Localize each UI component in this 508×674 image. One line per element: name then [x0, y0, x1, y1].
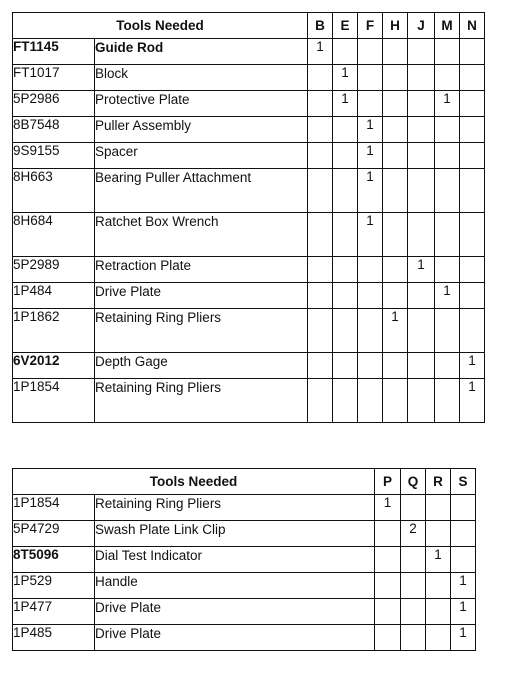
table-row [13, 169, 485, 213]
quantity-cell: 1 [460, 353, 485, 379]
quantity-cell: 1 [435, 91, 460, 117]
table-title: Tools Needed [13, 469, 375, 495]
quantity-cell [451, 521, 476, 547]
quantity-cell [358, 91, 383, 117]
table-row [13, 309, 485, 353]
tool-description: Ratchet Box Wrench [95, 213, 308, 257]
tool-description: Guide Rod [95, 39, 308, 65]
quantity-cell [460, 65, 485, 91]
tool-description: Retaining Ring Pliers [95, 379, 308, 423]
quantity-cell [308, 309, 333, 353]
quantity-cell [401, 573, 426, 599]
quantity-cell: 1 [451, 599, 476, 625]
part-number: 6V2012 [13, 353, 95, 379]
quantity-cell: 1 [426, 547, 451, 573]
quantity-cell [426, 495, 451, 521]
table-row [13, 213, 485, 257]
table-row [13, 257, 485, 283]
quantity-cell [383, 353, 408, 379]
quantity-cell [358, 257, 383, 283]
quantity-cell [401, 547, 426, 573]
part-number: 8H684 [13, 213, 95, 257]
quantity-cell [383, 91, 408, 117]
quantity-cell [308, 257, 333, 283]
quantity-cell [435, 257, 460, 283]
part-number: 1P484 [13, 283, 95, 309]
quantity-cell: 1 [333, 65, 358, 91]
quantity-cell [426, 573, 451, 599]
quantity-cell [383, 65, 408, 91]
quantity-cell [383, 169, 408, 213]
quantity-cell [451, 547, 476, 573]
quantity-cell [435, 353, 460, 379]
quantity-cell: 1 [460, 379, 485, 423]
quantity-cell [451, 495, 476, 521]
quantity-cell: 1 [358, 213, 383, 257]
quantity-cell [358, 65, 383, 91]
quantity-cell [435, 117, 460, 143]
quantity-cell [408, 39, 435, 65]
table-row [13, 353, 485, 379]
tool-description: Spacer [95, 143, 308, 169]
quantity-cell [435, 213, 460, 257]
quantity-cell [435, 143, 460, 169]
part-number: 8H663 [13, 169, 95, 213]
quantity-cell: 1 [435, 283, 460, 309]
quantity-cell [375, 521, 401, 547]
quantity-cell [460, 309, 485, 353]
tools-table-2 [12, 468, 476, 651]
quantity-cell [435, 39, 460, 65]
quantity-cell [460, 39, 485, 65]
part-number: 5P2986 [13, 91, 95, 117]
quantity-cell [308, 91, 333, 117]
table-row [13, 65, 485, 91]
quantity-cell [308, 143, 333, 169]
quantity-cell [308, 379, 333, 423]
table-row [13, 599, 476, 625]
quantity-cell [401, 599, 426, 625]
tool-description: Depth Gage [95, 353, 308, 379]
quantity-cell [333, 309, 358, 353]
table-row [13, 39, 485, 65]
tool-description: Drive Plate [95, 625, 375, 651]
quantity-cell [358, 353, 383, 379]
quantity-cell [408, 309, 435, 353]
tool-description: Protective Plate [95, 91, 308, 117]
quantity-cell [308, 117, 333, 143]
column-header: F [358, 13, 383, 39]
part-number: 1P529 [13, 573, 95, 599]
quantity-cell [375, 625, 401, 651]
quantity-cell [435, 379, 460, 423]
quantity-cell [460, 169, 485, 213]
quantity-cell [308, 169, 333, 213]
quantity-cell [408, 213, 435, 257]
table-title: Tools Needed [13, 13, 308, 39]
quantity-cell [375, 547, 401, 573]
quantity-cell [435, 169, 460, 213]
column-header: B [308, 13, 333, 39]
part-number: FT1145 [13, 39, 95, 65]
column-header: S [451, 469, 476, 495]
quantity-cell [333, 143, 358, 169]
quantity-cell [383, 379, 408, 423]
quantity-cell: 1 [375, 495, 401, 521]
quantity-cell [383, 143, 408, 169]
quantity-cell [383, 39, 408, 65]
quantity-cell [333, 379, 358, 423]
quantity-cell: 1 [308, 39, 333, 65]
column-header: Q [401, 469, 426, 495]
tool-description: Block [95, 65, 308, 91]
table-header-row [13, 469, 476, 495]
column-header: N [460, 13, 485, 39]
quantity-cell [333, 117, 358, 143]
column-header: P [375, 469, 401, 495]
quantity-cell [333, 213, 358, 257]
quantity-cell [435, 65, 460, 91]
tool-description: Bearing Puller Attachment [95, 169, 308, 213]
tool-description: Swash Plate Link Clip [95, 521, 375, 547]
column-header: J [408, 13, 435, 39]
quantity-cell [375, 599, 401, 625]
column-header: H [383, 13, 408, 39]
quantity-cell [383, 213, 408, 257]
quantity-cell: 1 [408, 257, 435, 283]
quantity-cell [308, 213, 333, 257]
column-header: R [426, 469, 451, 495]
part-number: 1P477 [13, 599, 95, 625]
quantity-cell [333, 283, 358, 309]
tools-table-1 [12, 12, 485, 423]
column-header: E [333, 13, 358, 39]
table-row [13, 625, 476, 651]
part-number: 1P1854 [13, 495, 95, 521]
quantity-cell [426, 625, 451, 651]
quantity-cell: 1 [333, 91, 358, 117]
quantity-cell [401, 495, 426, 521]
table-row [13, 573, 476, 599]
quantity-cell [460, 91, 485, 117]
quantity-cell [460, 143, 485, 169]
quantity-cell [383, 117, 408, 143]
quantity-cell [408, 283, 435, 309]
table-row [13, 91, 485, 117]
quantity-cell: 1 [383, 309, 408, 353]
quantity-cell [426, 599, 451, 625]
table-row [13, 117, 485, 143]
table-row [13, 547, 476, 573]
quantity-cell: 1 [358, 143, 383, 169]
table-row [13, 495, 476, 521]
quantity-cell [460, 283, 485, 309]
quantity-cell [426, 521, 451, 547]
quantity-cell [435, 309, 460, 353]
part-number: 5P4729 [13, 521, 95, 547]
part-number: 8T5096 [13, 547, 95, 573]
quantity-cell [408, 379, 435, 423]
quantity-cell: 2 [401, 521, 426, 547]
quantity-cell [375, 573, 401, 599]
table-row [13, 283, 485, 309]
part-number: FT1017 [13, 65, 95, 91]
quantity-cell [358, 379, 383, 423]
quantity-cell: 1 [358, 117, 383, 143]
part-number: 8B7548 [13, 117, 95, 143]
part-number: 1P1862 [13, 309, 95, 353]
quantity-cell [408, 353, 435, 379]
quantity-cell [401, 625, 426, 651]
tool-description: Retaining Ring Pliers [95, 309, 308, 353]
quantity-cell [308, 283, 333, 309]
quantity-cell [358, 39, 383, 65]
quantity-cell [333, 353, 358, 379]
quantity-cell [383, 283, 408, 309]
table-header-row [13, 13, 485, 39]
quantity-cell [408, 65, 435, 91]
quantity-cell [408, 91, 435, 117]
quantity-cell: 1 [358, 169, 383, 213]
part-number: 1P1854 [13, 379, 95, 423]
quantity-cell: 1 [451, 625, 476, 651]
tool-description: Puller Assembly [95, 117, 308, 143]
quantity-cell [460, 117, 485, 143]
quantity-cell [408, 143, 435, 169]
quantity-cell [333, 257, 358, 283]
quantity-cell [333, 39, 358, 65]
quantity-cell [308, 353, 333, 379]
table-row [13, 143, 485, 169]
table-row [13, 379, 485, 423]
tool-description: Retaining Ring Pliers [95, 495, 375, 521]
table-row [13, 521, 476, 547]
quantity-cell [408, 169, 435, 213]
quantity-cell [460, 213, 485, 257]
quantity-cell [308, 65, 333, 91]
quantity-cell: 1 [451, 573, 476, 599]
part-number: 9S9155 [13, 143, 95, 169]
tool-description: Retraction Plate [95, 257, 308, 283]
part-number: 1P485 [13, 625, 95, 651]
quantity-cell [460, 257, 485, 283]
tool-description: Dial Test Indicator [95, 547, 375, 573]
part-number: 5P2989 [13, 257, 95, 283]
column-header: M [435, 13, 460, 39]
tool-description: Drive Plate [95, 283, 308, 309]
quantity-cell [358, 309, 383, 353]
tool-description: Drive Plate [95, 599, 375, 625]
quantity-cell [358, 283, 383, 309]
quantity-cell [383, 257, 408, 283]
quantity-cell [333, 169, 358, 213]
quantity-cell [408, 117, 435, 143]
tool-description: Handle [95, 573, 375, 599]
